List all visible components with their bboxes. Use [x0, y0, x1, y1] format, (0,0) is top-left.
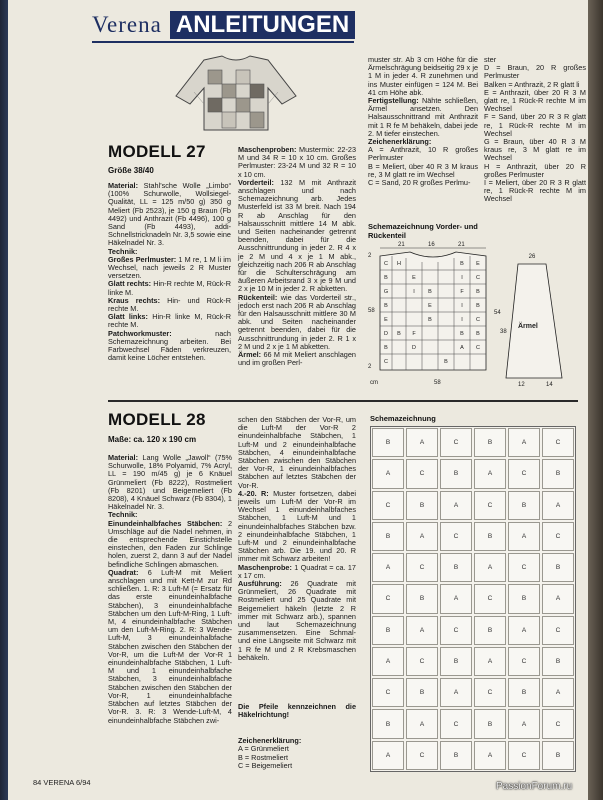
text: F = Sand, über 20 R 3 R glatt re, 1 Rück-R rechte M im Wechsel [484, 112, 586, 138]
modell-27-schema-title: Schemazeichnung Vorder- und Rückenteil [368, 222, 478, 240]
text: H = Anthrazit, über 20 R großes Perlmuster [484, 161, 586, 179]
grid-square: C [440, 428, 472, 457]
modell-28-title: MODELL 28 [108, 410, 206, 429]
text: 1 Quadrat = ca. 17 x 17 cm. [238, 562, 356, 580]
legend-title: Zeichenerklärung: [238, 736, 302, 745]
schema-letter: C [384, 261, 388, 267]
grid-square: C [508, 741, 540, 770]
text: ster [484, 55, 497, 64]
modell-27-col2 [238, 146, 356, 367]
grid-square: C [508, 459, 540, 488]
label: Material: [108, 181, 139, 190]
grid-square: B [372, 709, 404, 738]
schema-letter: B [460, 261, 464, 267]
dim-top-right: 21 [458, 242, 465, 248]
label: Patchworkmuster: [108, 328, 172, 338]
dim-top-mid: 16 [428, 242, 435, 248]
grid-square: C [508, 647, 540, 676]
schema-letter: C [476, 275, 480, 281]
text: I = Meliert, über 20 R 3 R glatt re, 1 Rück-R rechte M im Wechsel [484, 178, 586, 204]
schema-letter: B [428, 289, 432, 295]
dim-left-top: 2 [368, 253, 372, 259]
grid-square: B [474, 522, 506, 551]
grid-square: C [406, 459, 438, 488]
text: Hin-R rechte M, Rück-R linke M. [108, 279, 231, 297]
sweater-sketch-illustration [174, 52, 298, 134]
grid-square: C [440, 709, 472, 738]
schema-letter: A [460, 345, 464, 351]
grid-square: A [508, 428, 540, 457]
modell-28-schema-grid [370, 426, 576, 772]
text: muster str. Ab 3 cm Höhe für die Ärmelschrägung beidseitig 29 x je 1 M in jeder 4. R zunehmen und ins Muster einfügen = 124 M. Bei 41 cm Höhe abk. [368, 55, 478, 97]
grid-square: B [474, 709, 506, 738]
grid-square: A [508, 709, 540, 738]
modell-28-col1 [108, 454, 232, 725]
watermark: PassionForum.ru [496, 781, 573, 792]
dim-bottom: 58 [434, 380, 441, 386]
grid-square: B [508, 678, 540, 707]
grid-square: B [474, 616, 506, 645]
text: 6 Luft-M mit Meliert anschlagen und mit Kett-M zur Rd schließen. 1. R: 3 Luft-M (= Ersatz für das erste einundeinhalbfache Stäbchen), 3 einundeinhalbfache Stäbchen um den Luft-M-Ring, 1 Luft-M, 4 einundeinhalbfache Stäbchen um den Luft-M-Ring. 2. R: 3 Wende-Luft-M, 3 einundeinhalbfache Stäbchen zwischen den Stäbchen der Vor-R, um die Luft-M der Vor-R 1 einundeinhalbfache Stäbchen, 1 Luft-M und 1 einundeinhalbfache Stäbchen, 3 einundeinhalbfache Stäbchen zwischen den Stäbchen der Vor-R, 1 einundeinhalbfache Stäbchen auf letztes Stäbchen der Vor-R. 3. R: 3 Wende-Luft-M, 4 einundeinhalbfache Stäbchen zwi- [108, 567, 232, 725]
label: Ausführung: [238, 579, 282, 589]
grid-square: B [372, 616, 404, 645]
schema-letter: E [476, 261, 480, 267]
text: B = Meliert, über 40 R 3 M kraus re, 3 M glatt re im Wechsel [368, 161, 478, 179]
schema-letter: I [461, 275, 463, 281]
grid-square: C [542, 616, 574, 645]
schema-letter: B [460, 331, 464, 337]
text: Hin-R linke M, Rück-R rechte M. [108, 312, 232, 330]
page-header [92, 10, 355, 40]
text: Stahl'sche Wolle „Limbo“ (100% Schurwolle, Wollsiegel-Qualität, LL = 125 m/50 g) 350 g Meliert (Fb 2523), je 150 g Braun (Fb 4492) und Anthrazit (Fb 4496), 100 g Sand (Fb 4493), addi-Schnellstricknadeln Nr. 3,5 sowie eine Häkelnadel Nr. 3. [108, 181, 232, 248]
grid-square: B [440, 741, 472, 770]
schema-letter: B [384, 275, 388, 281]
text: 132 M mit Anthrazit anschlagen und nach Schemazeichnung arb. Jedes Musterfeld ist 33 M breit. Nach 194 R ab Anschlag für den Halsausschnitt mittlere 14 M abk. und Seiten nacheinander getrennt beenden, dabei für die Ausschnittrundung in jeder 2. R 4 x je 2 M und 4 x je 1 M abk., gleichzeitig nach 206 R ab Anschlag für die Schulterschrägung am äußeren Arbeitsrand 3 x je 9 M und 2 x je 10 M in jeder 2. R abketten. [238, 177, 356, 294]
label: Fertigstellung: [368, 96, 419, 106]
grid-square: A [542, 491, 574, 520]
text: C = Sand, 20 R großes Perlmu- [368, 178, 471, 188]
label: Maschenproben: [238, 145, 297, 154]
grid-square: A [508, 522, 540, 551]
sleeve-dim-bottom-a: 12 [518, 382, 525, 388]
grid-square: B [542, 553, 574, 582]
label: Einundeinhalbfaches Stäbchen: [108, 518, 223, 528]
grid-square: A [474, 741, 506, 770]
grid-square: B [440, 553, 472, 582]
schema-letter: E [412, 275, 416, 281]
grid-square: B [542, 459, 574, 488]
header-rule [92, 41, 354, 43]
schema-letter: H [397, 261, 401, 267]
label: Kraus rechts: [108, 295, 161, 305]
grid-square: A [474, 647, 506, 676]
dim-top-left: 21 [398, 242, 405, 248]
grid-square: A [440, 584, 472, 613]
grid-square: C [542, 709, 574, 738]
text: E = Anthrazit, über 20 R 3 M glatt re, 1 Rück-R rechte M im Wechsel [484, 87, 586, 114]
grid-square: B [372, 522, 404, 551]
text: schen den Stäbchen der Vor-R, um die Luft-M der Vor-R 2 einundeinhalbfache Stäbchen, 1 Luft-M und 2 einundeinhalbfache Stäbchen, 4 einundeinhalbfache Stäbchen zwischen den Stäbchen der Vor-R, 1 einundeinhalbfaches Stäbchen auf letztes Stäbchen der Vor-R. [238, 415, 356, 490]
grid-square: A [372, 741, 404, 770]
label: Maschenprobe: [238, 562, 292, 572]
sleeve-dim-height: 38 [500, 329, 507, 335]
schema-letter: E [428, 303, 432, 309]
label: Vorderteil: [238, 177, 274, 187]
modell-27-col4 [484, 56, 586, 204]
grid-square: B [406, 491, 438, 520]
legend-item-a: A = Grünmeliert [238, 744, 289, 754]
label: Zeichenerklärung: [368, 137, 432, 147]
modell-28-schema-title: Schemazeichnung [370, 414, 436, 423]
grid-square: C [474, 584, 506, 613]
modell-28-size: Maße: ca. 120 x 190 cm [108, 435, 197, 444]
grid-square: A [406, 616, 438, 645]
schema-letter: C [476, 317, 480, 323]
dim-right: 54 [494, 310, 501, 316]
sleeve-label: Ärmel [518, 323, 538, 330]
schema-letter: F [460, 289, 464, 295]
grid-square: B [440, 459, 472, 488]
text: Nähte schließen, Ärmel ansetzen. Den Halsausschnittrand mit Anthrazit mit 1 R fe M behäkeln, dabei jede 2. M tiefer einstechen. [368, 96, 478, 138]
schema-letter: I [461, 303, 463, 309]
grid-square: C [508, 553, 540, 582]
modell-27-col1 [108, 182, 231, 362]
schema-letter: D [384, 331, 388, 337]
page-footer: 84 VERENA 6/94 [33, 778, 91, 787]
grid-square: B [474, 428, 506, 457]
text: nach Schemazeichnung arbeiten. Bei Farbwechsel Fäden verkreuzen, damit keine Löcher entstehen. [108, 328, 231, 363]
dim-left-bottom: 2 [368, 364, 372, 370]
grid-square: C [406, 647, 438, 676]
label: Rückenteil: [238, 292, 278, 302]
schema-letter: B [476, 289, 480, 295]
label: Technik: [108, 510, 138, 520]
book-spine [588, 0, 603, 800]
grid-square: C [406, 553, 438, 582]
grid-square: C [372, 491, 404, 520]
label: 4.-20. R: [238, 488, 269, 498]
grid-square: B [372, 428, 404, 457]
modell-27-title: MODELL 27 [108, 142, 206, 161]
grid-square: C [372, 584, 404, 613]
page-edge [0, 0, 8, 800]
label: Glatt links: [108, 312, 148, 322]
text: Hin- und Rück-R rechte M. [108, 295, 232, 314]
section-title: ANLEITUNGEN [170, 11, 355, 39]
label: Ärmel: [238, 350, 262, 360]
modell-28-col2 [238, 416, 356, 662]
sleeve-dim-top: 26 [528, 254, 536, 260]
grid-square: C [372, 678, 404, 707]
grid-square: A [474, 459, 506, 488]
grid-square: A [372, 553, 404, 582]
modell-27-size: Größe 38/40 [108, 166, 154, 175]
schema-letter: B [384, 303, 388, 309]
label: Großes Perlmuster: [108, 254, 177, 264]
text: Lang Wolle „Jawoll“ (75% Schurwolle, 18% Polyamid, 7% Acryl, LL = 190 m/45 g) je 6 Knäuel Grünmeliert (Fb 8222), Rostmeliert (Fb 8201) und Beigemeliert (Fb 8208), 4 Knäuel Schwarz (Fb 8304), 1 Häkelnadel Nr. 3. [108, 453, 232, 512]
schema-letter: B [476, 303, 480, 309]
grid-square: A [406, 428, 438, 457]
brand-logo: Verena [92, 12, 162, 37]
modell-27-schema-diagram [368, 238, 570, 388]
grid-square: C [440, 616, 472, 645]
schema-letter: B [384, 345, 388, 351]
modell-27-col3 [368, 56, 478, 187]
grid-square: A [474, 553, 506, 582]
grid-square: B [406, 678, 438, 707]
grid-square: B [440, 647, 472, 676]
cm-unit: cm [370, 380, 378, 386]
schema-letter: G [383, 289, 389, 295]
label: Quadrat: [108, 567, 139, 577]
grid-square: B [406, 584, 438, 613]
schema-letter: I [461, 317, 463, 323]
grid-square: A [372, 459, 404, 488]
grid-square: A [542, 584, 574, 613]
grid-square: A [508, 616, 540, 645]
label: Glatt rechts: [108, 279, 152, 289]
text: wie das Vorderteil str., jedoch erst nach 206 R ab Anschlag für den Halsausschnitt mittlere 30 M abk. und Seiten nacheinander getrennt beenden, dabei für die Ausschnittrundung in jeder 2. R 1 x 2 M und 2 x je 1 M abketten. [238, 292, 356, 351]
grid-square: C [542, 522, 574, 551]
schema-letter: C [476, 345, 480, 351]
grid-square: A [440, 491, 472, 520]
text: A = Anthrazit, 10 R großes Perlmuster [368, 145, 478, 163]
text: 66 M mit Meliert anschlagen und im großen Perl- [238, 350, 356, 368]
schema-letter: B [397, 331, 401, 337]
text: G = Braun, über 40 R 3 M kraus re, 3 M glatt re im Wechsel [484, 137, 586, 163]
grid-square: B [508, 584, 540, 613]
schema-letter: D [412, 345, 416, 351]
grid-square: C [474, 678, 506, 707]
grid-square: B [542, 741, 574, 770]
grid-square: A [440, 678, 472, 707]
grid-square: C [474, 491, 506, 520]
schema-letter: B [444, 359, 448, 365]
section-divider [108, 400, 578, 402]
schema-letter: I [413, 289, 415, 295]
grid-square: B [542, 647, 574, 676]
text: 1 M re, 1 M li im Wechsel, nach jeweils 2 R Muster versetzen. [108, 254, 231, 281]
text: Mustermix: 22-23 M und 34 R = 10 x 10 cm. Großes Perlmuster: 23-24 M und 32 R = 10 x 10 cm. [238, 145, 356, 179]
sleeve-dim-bottom-b: 14 [546, 382, 553, 388]
grid-square: C [406, 741, 438, 770]
label: Technik: [108, 246, 138, 256]
schema-letter: F [412, 331, 416, 337]
text: 2 Umschläge auf die Nadel nehmen, in die entsprechende Einstichstelle einstechen, den Faden zur Schlinge holen, zuerst 2, dann 3 auf der Nadel befindliche Schlingen abmaschen. [108, 518, 232, 569]
grid-square: A [406, 522, 438, 551]
arrows-note: Die Pfeile kennzeichnen die Häkelrichtung! [238, 702, 356, 720]
text: D = Braun, 20 R großes Perlmuster [484, 63, 586, 81]
schema-letter: C [384, 359, 388, 365]
label: Material: [108, 453, 139, 462]
schema-letter: B [428, 317, 432, 323]
schema-letter: B [476, 331, 480, 337]
dim-left-main: 58 [368, 308, 375, 314]
text: Balken = Anthrazit, 2 R glatt li [484, 79, 580, 89]
grid-square: A [372, 647, 404, 676]
grid-square: C [440, 522, 472, 551]
grid-square: A [406, 709, 438, 738]
legend-item-b: B = Rostmeliert [238, 752, 289, 762]
grid-square: B [508, 491, 540, 520]
text: 26 Quadrate mit Grünmeliert, 26 Quadrate mit Rostmeliert und 25 Quadrate mit Beigemeliert häkeln (letzte 2 R immer mit Schwarz arb.), spannen und laut Schemazeichnung zusammensetzen. Eine Schmal- und eine Längseite mit Schwarz mit 1 R fe M und 2 R Krebsmaschen behäkeln. [238, 579, 356, 662]
legend-item-c: C = Beigemeliert [238, 760, 293, 770]
grid-square: C [542, 428, 574, 457]
text: Muster fortsetzen, dabei jeweils um Luft-M der Vor-R im Wechsel 1 einundeinhalbfaches Stäbchen, 1 Luft-M und 1 einundeinhalbfaches Stäbchen bzw. 2 einundeinhalbfache Stäbchen, 1 Luft-M und 2 einundeinhalbfache Stäbchen arb. Die 19. und 20. R immer mit Schwarz arbeiten! [238, 488, 357, 564]
modell-28-legend [238, 737, 301, 770]
schema-letter: E [384, 317, 388, 323]
grid-square: A [542, 678, 574, 707]
